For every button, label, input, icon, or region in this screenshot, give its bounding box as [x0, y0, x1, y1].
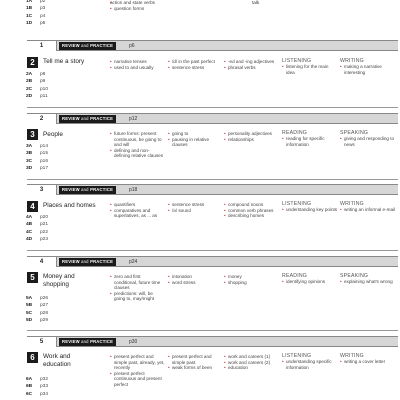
unit-5-lessons: [26, 295, 56, 324]
unit-4-skill-1: [282, 201, 338, 213]
pronunciation-item: • /d/ in the past perfect: [168, 59, 220, 65]
vocabulary-item: • -ed and -ing adjectives: [224, 59, 280, 65]
lesson-row: 1B p3: [26, 6, 46, 12]
lesson-row: 4C p22: [26, 229, 49, 235]
unit-title: Places and homes: [43, 202, 96, 209]
unit-6-grammar: [110, 354, 165, 388]
unit-3-skill-2: [340, 130, 398, 147]
review-number: 2: [27, 114, 57, 124]
grammar-item: • narrative tenses: [110, 59, 165, 65]
grammar-item: • zero and first conditional, future time clauses: [110, 274, 165, 291]
divider: [27, 330, 398, 331]
divider: [27, 250, 398, 251]
skill-title: LISTENING: [282, 58, 312, 64]
unit-2-vocabulary: [224, 59, 280, 70]
vocabulary-item: • work and careers (2): [224, 360, 280, 366]
pronunciation-item: • going to: [168, 131, 220, 137]
unit-5-skill-2: [340, 273, 398, 285]
unit-3-skill-1: [282, 130, 338, 147]
grammar-item: • quantifiers: [110, 202, 165, 208]
unit-5-skill-1: [282, 273, 338, 285]
lesson-row: 2C p10: [26, 86, 49, 92]
unit-number: 3: [27, 129, 38, 140]
grammar-item: • predictions: will, be going to, may/might: [110, 291, 165, 302]
unit-6-pronunciation: [168, 354, 220, 371]
review-practice-bar-5[interactable]: [27, 336, 398, 347]
grammar-item: • future forms: present continuous, be going to and will: [110, 131, 165, 148]
lesson-row: 1A p2: [26, 0, 46, 4]
lesson-row: 2D p11: [26, 93, 48, 99]
vocabulary-item: • money: [224, 274, 280, 280]
lesson-row: 5B p27: [26, 303, 49, 309]
skill-item: • reading for specific information: [282, 136, 338, 147]
review-number: 5: [27, 337, 57, 347]
skill-item: • giving and responding to news: [340, 136, 398, 147]
lesson-row: 3C p16: [26, 158, 49, 164]
lesson-row: 5A p26: [26, 296, 49, 301]
unit-4-skill-2: [340, 201, 398, 213]
unit-2-grammar: [110, 59, 165, 70]
unit-title: People: [43, 131, 63, 138]
unit-number: 2: [27, 57, 38, 68]
unit-number: 6: [27, 352, 38, 363]
grammar-item: • present perfect continuous and present perfect: [110, 371, 165, 388]
unit-2-pronunciation: [168, 59, 220, 70]
unit-5-pronunciation: [168, 274, 220, 285]
lesson-row: 4D p23: [26, 236, 49, 242]
pronunciation-item: • pausing in relative clauses: [168, 137, 220, 148]
unit-6-lessons: [26, 376, 56, 398]
unit-1-grammar: [110, 0, 165, 11]
lesson-row: 4A p20: [26, 215, 49, 220]
skill-item: • listening for the main idea: [282, 64, 338, 75]
review-label: REVIEW and PRACTICE: [59, 115, 116, 123]
unit-number: 5: [27, 272, 38, 283]
review-page: p18: [129, 187, 138, 193]
unit-2-skill-2: [340, 58, 398, 75]
divider: [27, 107, 398, 108]
vocabulary-item: • phrasal verbs: [224, 65, 280, 71]
lesson-row: 3D p17: [26, 165, 49, 171]
review-label: REVIEW and PRACTICE: [59, 258, 116, 266]
pronunciation-item: • present perfect and simple past: [168, 354, 220, 365]
review-number: 4: [27, 257, 57, 267]
unit-5-grammar: [110, 274, 165, 302]
vocabulary-item: • common verb phrases: [224, 208, 280, 214]
vocabulary-item: • compound nouns: [224, 202, 280, 208]
review-number: 3: [27, 185, 57, 195]
skill-title: READING: [282, 130, 308, 136]
skill-item: • understanding specific information: [282, 359, 338, 370]
review-practice-bar-4[interactable]: [27, 256, 398, 267]
grammar-item: • used to and usually: [110, 65, 165, 71]
pronunciation-item: • sentence stress: [168, 202, 220, 208]
pronunciation-item: • word stress: [168, 280, 220, 286]
grammar-item: • comparatives and superlatives, as ... as: [110, 208, 165, 219]
unit-6-vocabulary: [224, 354, 280, 371]
lesson-row: 5D p29: [26, 317, 49, 323]
review-page: p6: [129, 43, 135, 49]
review-practice-bar-2[interactable]: [27, 113, 398, 124]
lesson-row: 3A p14: [26, 144, 49, 149]
unit-5-vocabulary: [224, 274, 280, 285]
review-page: p30: [129, 339, 138, 345]
lesson-row: 6B p33: [26, 384, 49, 390]
vocabulary-item: • relationships: [224, 137, 280, 143]
skill-title: SPEAKING: [340, 273, 369, 279]
lesson-row: 2B p9: [26, 79, 46, 85]
unit-3-lessons: [26, 143, 56, 172]
skill-item: • making a narrative interesting: [340, 64, 398, 75]
pronunciation-item: • intonation: [168, 274, 220, 280]
review-practice-bar-1[interactable]: [27, 40, 398, 51]
unit-3-vocabulary: [224, 131, 280, 142]
vocabulary-item: • describing homes: [224, 213, 280, 219]
vocabulary-item: • education: [224, 365, 280, 371]
lesson-row: 4B p21: [26, 222, 49, 228]
lesson-row: 5C p28: [26, 310, 49, 316]
unit-6-skill-2: [340, 353, 398, 365]
review-label: REVIEW and PRACTICE: [59, 338, 116, 346]
unit-number: 4: [27, 201, 38, 212]
skill-title: WRITING: [340, 353, 364, 359]
review-page: p24: [129, 259, 138, 265]
lesson-row: 6C p34: [26, 391, 49, 397]
unit-4-lessons: [26, 214, 56, 243]
unit-3-grammar: [110, 131, 165, 159]
skill-item: • writing an informal e-mail: [340, 207, 398, 213]
skill-title: LISTENING: [282, 201, 312, 207]
lesson-row: 1D p5: [26, 20, 46, 26]
lesson-row: 1C p4: [26, 13, 46, 19]
pronunciation-item: • sentence stress: [168, 65, 220, 71]
unit-3-pronunciation: [168, 131, 220, 148]
unit-4-vocabulary: [224, 202, 280, 219]
vocabulary-item: • shopping: [224, 280, 280, 286]
lesson-row: 6A p32: [26, 377, 49, 382]
review-practice-bar-3[interactable]: [27, 184, 398, 195]
review-label: REVIEW and PRACTICE: [59, 186, 116, 194]
unit-4-grammar: [110, 202, 165, 219]
unit-1-lessons: [26, 0, 56, 27]
divider: [27, 179, 398, 180]
skill-title: SPEAKING: [340, 130, 369, 136]
grammar-item: • defining and non-defining relative clauses: [110, 148, 165, 159]
skill-item: • understanding key points: [282, 207, 338, 213]
unit-6-skill-1: [282, 353, 338, 370]
grammar-item: • question forms: [110, 6, 165, 12]
skill-item: • identifying opinions: [282, 279, 338, 285]
skill-title: READING: [282, 273, 308, 279]
pronunciation-item: • weak forms of been: [168, 365, 220, 371]
vocabulary-item: • personality adjectives: [224, 131, 280, 137]
review-page: p12: [129, 116, 138, 122]
skill-title: LISTENING: [282, 353, 312, 359]
unit-1-vocab-fragment: talk: [252, 0, 260, 5]
grammar-item: • action and state verbs: [110, 0, 165, 6]
skill-item: • explaining what's wrong: [340, 279, 398, 285]
review-number: 1: [27, 41, 57, 51]
unit-4-pronunciation: [168, 202, 220, 213]
skill-title: WRITING: [340, 201, 364, 207]
unit-title: Money and shopping: [43, 273, 75, 288]
lesson-row: 2A p8: [26, 72, 46, 77]
grammar-item: • present perfect and simple past, already, yet, recently: [110, 354, 165, 371]
pronunciation-item: • /ə/ sound: [168, 208, 220, 214]
unit-2-skill-1: [282, 58, 338, 75]
unit-title: Work and education: [43, 353, 71, 368]
unit-2-lessons: [26, 71, 56, 100]
review-label: REVIEW and PRACTICE: [59, 42, 116, 50]
skill-item: • writing a cover letter: [340, 359, 398, 365]
skill-title: WRITING: [340, 58, 364, 64]
vocabulary-item: • work and careers (1): [224, 354, 280, 360]
unit-title: Tell me a story: [43, 58, 85, 65]
lesson-row: 3B p15: [26, 151, 49, 157]
